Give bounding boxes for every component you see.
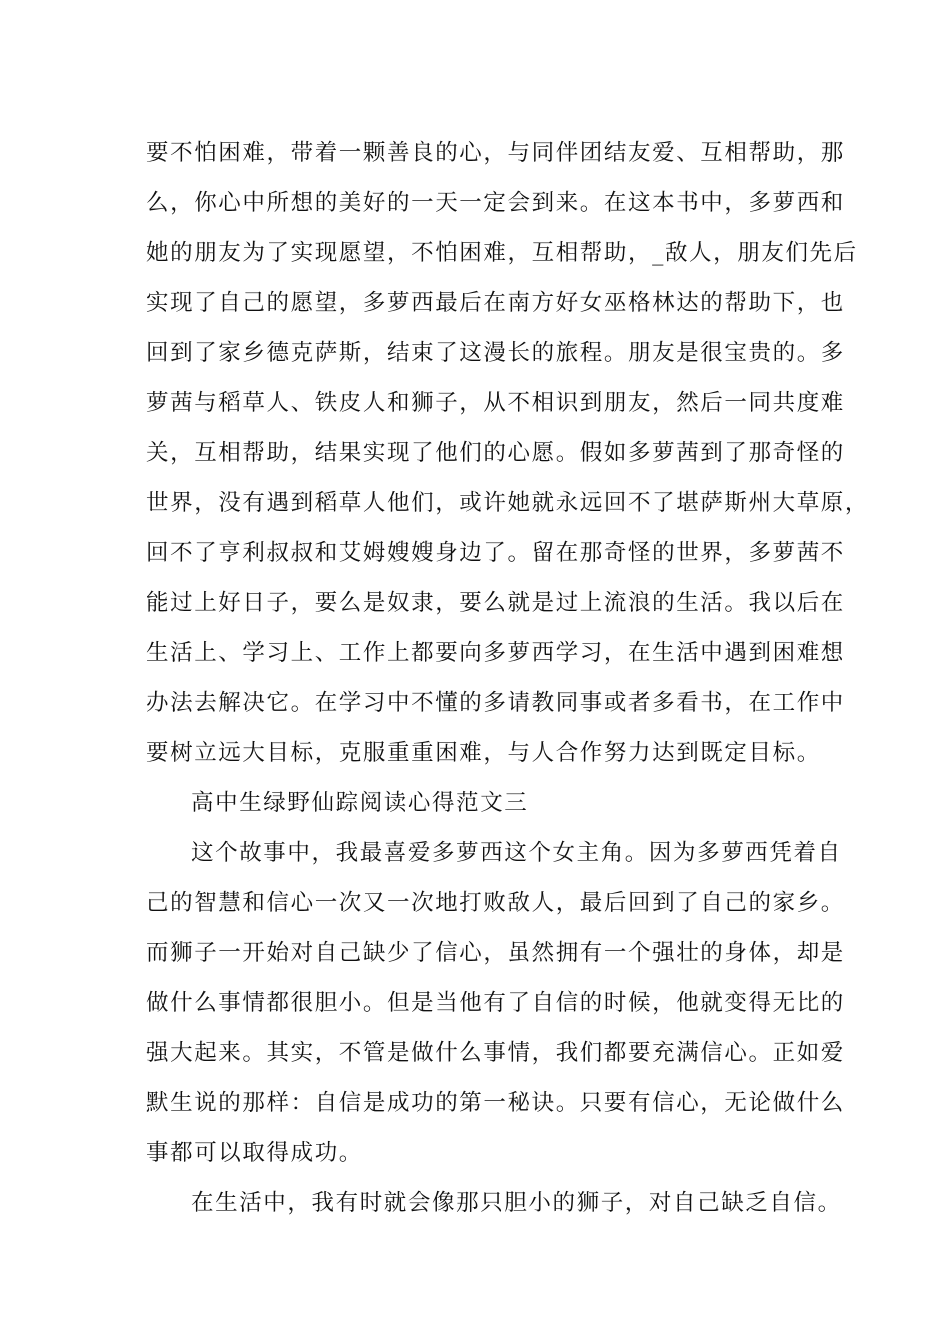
text-line: 己的智慧和信心一次又一次地打败敌人，最后回到了自己的家乡。 [146, 890, 845, 916]
text-line: 回到了家乡德克萨斯，结束了这漫长的旅程。朋友是很宝贵的。多 [146, 340, 845, 366]
text-line: 而狮子一开始对自己缺少了信心，虽然拥有一个强壮的身体，却是 [146, 940, 845, 966]
text-line: 做什么事情都很胆小。但是当他有了自信的时候，他就变得无比的 [146, 990, 845, 1016]
text-line: 她的朋友为了实现愿望，不怕困难，互相帮助，_敌人，朋友们先后 [146, 240, 858, 266]
text-line: 要树立远大目标，克服重重困难，与人合作努力达到既定目标。 [146, 740, 821, 766]
text-line: 世界，没有遇到稻草人他们，或许她就永远回不了堪萨斯州大草原， [146, 490, 870, 516]
text-line: 回不了亨利叔叔和艾姆嫂嫂身边了。留在那奇怪的世界，多萝茜不 [146, 540, 845, 566]
text-line: 事都可以取得成功。 [146, 1140, 363, 1166]
text-line: 实现了自己的愿望，多萝西最后在南方好女巫格林达的帮助下，也 [146, 290, 845, 316]
text-line: 办法去解决它。在学习中不懂的多请教同事或者多看书，在工作中 [146, 690, 845, 716]
text-line: 强大起来。其实，不管是做什么事情，我们都要充满信心。正如爱 [146, 1040, 845, 1066]
text-line: 在生活中，我有时就会像那只胆小的狮子，对自己缺乏自信。 [191, 1190, 842, 1216]
text-line: 能过上好日子，要么是奴隶，要么就是过上流浪的生活。我以后在 [146, 590, 845, 616]
section-heading: 高中生绿野仙踪阅读心得范文三 [191, 790, 529, 816]
text-line: 么，你心中所想的美好的一天一定会到来。在这本书中，多萝西和 [146, 190, 845, 216]
text-line: 萝茜与稻草人、铁皮人和狮子，从不相识到朋友，然后一同共度难 [146, 390, 845, 416]
body-text [146, 128, 870, 1228]
text-line: 要不怕困难，带着一颗善良的心，与同伴团结友爱、互相帮助，那 [146, 140, 845, 166]
text-line: 这个故事中，我最喜爱多萝西这个女主角。因为多萝西凭着自 [191, 840, 842, 866]
text-line: 关，互相帮助，结果实现了他们的心愿。假如多萝茜到了那奇怪的 [146, 440, 845, 466]
text-line: 生活上、学习上、工作上都要向多萝西学习，在生活中遇到困难想 [146, 640, 845, 666]
text-line: 默生说的那样：自信是成功的第一秘诀。只要有信心，无论做什么 [146, 1090, 845, 1116]
